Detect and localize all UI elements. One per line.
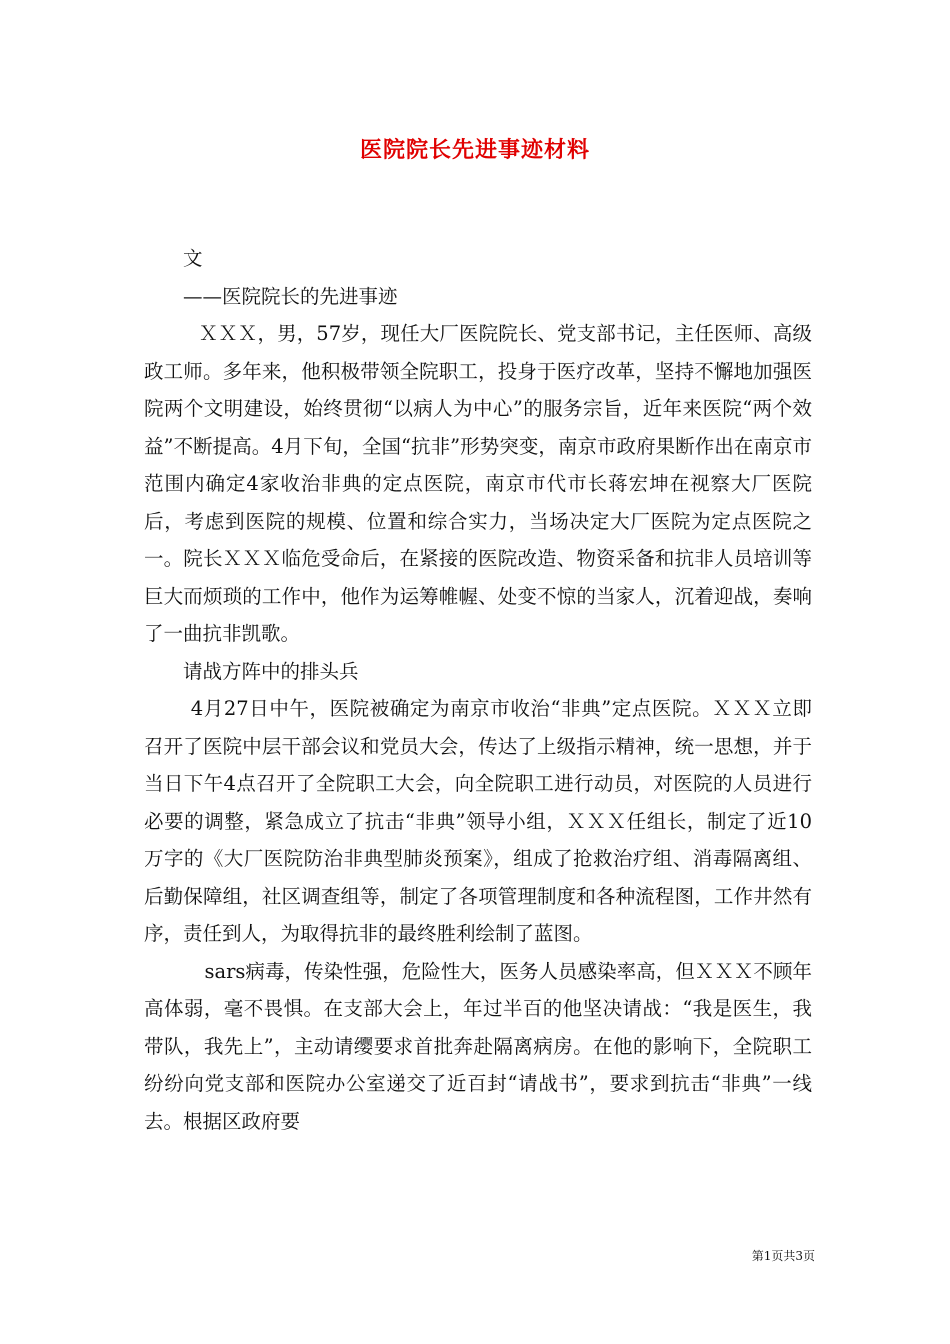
paragraph-subtitle: ——医院院长的先进事迹: [183, 284, 398, 308]
document-body: [144, 240, 812, 1140]
section-heading: 请战方阵中的排头兵: [183, 659, 359, 683]
paragraph-author: 文: [183, 247, 203, 270]
paragraph-april-27: 4月27日中午，医院被确定为南京市收治“非典”定点医院。ＸＸＸ立即召开了医院中层干部会议和党员大会，传达了上级指示精神，统一思想，并于当日下午4点召开了全院职工大会，向全院职工进行动员，对医院的人员进行必要的调整，紧急成立了抗击“非典”领导小组，ＸＸＸ任组长，制定了近10万字的《大厂医院防治非典型肺炎预案》，组成了抢救治疗组、消毒隔离组、后勤保障组，社区调查组等，制定了各项管理制度和各种流程图，工作井然有序，责任到人，为取得抗非的最终胜利绘制了蓝图。: [144, 697, 812, 945]
paragraph-intro: ＸＸＸ，男，57岁，现任大厂医院院长、党支部书记，主任医师、高级政工师。多年来，他积极带领全院职工，投身于医疗改革，坚持不懈地加强医院两个文明建设，始终贯彻“以病人为中心”的服务宗旨，近年来医院“两个效益”不断提高。4月下旬，全国“抗非”形势突变，南京市政府果断作出在南京市范围内确定4家收治非典的定点医院，南京市代市长蒋宏坤在视察大厂医院后，考虑到医院的规模、位置和综合实力，当场决定大厂医院为定点医院之一。院长ＸＸＸ临危受命后，在紧接的医院改造、物资采备和抗非人员培训等巨大而烦琐的工作中，他作为运筹帷幄、处变不惊的当家人，沉着迎战，奏响了一曲抗非凯歌。: [144, 322, 812, 645]
page-number: 第1页共3页: [751, 1249, 815, 1263]
paragraph-sars: sars病毒，传染性强，危险性大，医务人员感染率高，但ＸＸＸ不顾年高体弱，毫不畏惧。在支部大会上，年过半百的他坚决请战：“我是医生，我带队，我先上”，主动请缨要求首批奔赴隔离病房。在他的影响下，全院职工纷纷向党支部和医院办公室递交了近百封“请战书”，要求到抗击“非典”一线去。根据区政府要: [144, 959, 812, 1133]
document-title: 医院院长先进事迹材料: [359, 137, 590, 163]
